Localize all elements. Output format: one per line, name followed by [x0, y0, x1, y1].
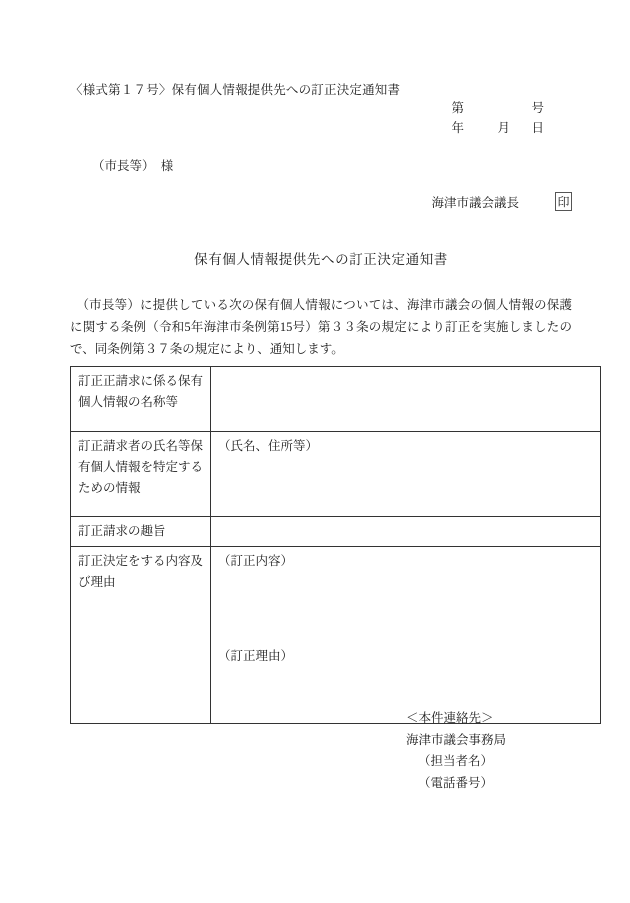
- body-text: [70, 294, 572, 360]
- row-value-requester-info[interactable]: （氏名、住所等）: [211, 432, 601, 517]
- table-row: [71, 547, 601, 724]
- contact-block: [70, 708, 572, 794]
- issuer-name: 海津市議会議長: [431, 195, 519, 210]
- addressee-line: （市長等） 様: [92, 159, 174, 173]
- row-value-request-purport[interactable]: [211, 517, 601, 547]
- table-row: [71, 367, 601, 432]
- correction-content-placeholder: （訂正内容）: [218, 554, 294, 568]
- month-label: 月: [497, 121, 510, 135]
- number-unit: 号: [531, 101, 544, 115]
- seal-stamp-box: 印: [555, 192, 572, 211]
- document-title: 保有個人情報提供先への訂正決定通知書: [194, 252, 448, 267]
- body-line-3: ので、同条例第３７条の規定により、通知します。: [70, 320, 572, 356]
- number-value: [464, 98, 510, 118]
- contact-person: （担当者名）: [418, 754, 494, 768]
- row-label-request-purport: 訂正請求の趣旨: [71, 517, 211, 547]
- body-line-2: 護に関する条例（令和5年海津市条例第15号）第３３条の規定により訂正を実施しました: [70, 298, 572, 334]
- correction-reason-placeholder: （訂正理由）: [218, 649, 294, 663]
- row-value-subject-name[interactable]: [211, 367, 601, 432]
- issuer-line: [70, 192, 572, 211]
- year-label: 年: [451, 121, 464, 135]
- row-value-decision-content-reason[interactable]: [211, 547, 601, 724]
- contact-heading: ＜本件連絡先＞: [406, 711, 494, 725]
- document-date-row: [422, 118, 572, 138]
- form-number-heading: 〈様式第１７号〉保有個人情報提供先への訂正決定通知書: [70, 83, 401, 97]
- day-label: 日: [531, 121, 544, 135]
- body-line-1: （市長等）に提供している次の保有個人情報については、海津市議会の個人情報の保: [70, 298, 560, 312]
- contact-organization: 海津市議会事務局: [406, 732, 507, 747]
- table-row: [71, 517, 601, 547]
- form-table: [70, 366, 601, 724]
- value-spacer: [218, 572, 594, 646]
- body-paragraph: [70, 294, 572, 360]
- contact-phone: （電話番号）: [418, 775, 494, 790]
- document-number-block: [422, 98, 572, 138]
- number-label: 第: [451, 101, 464, 115]
- table-row: [71, 432, 601, 517]
- row-label-subject-name: 訂正正請求に係る保有個人情報の名称等: [71, 367, 211, 432]
- row-label-requester-info: 訂正請求者の氏名等保有個人情報を特定するための情報: [71, 432, 211, 517]
- document-number-row: [422, 98, 572, 118]
- row-label-decision-content-reason: 訂正決定をする内容及び理由: [71, 547, 211, 724]
